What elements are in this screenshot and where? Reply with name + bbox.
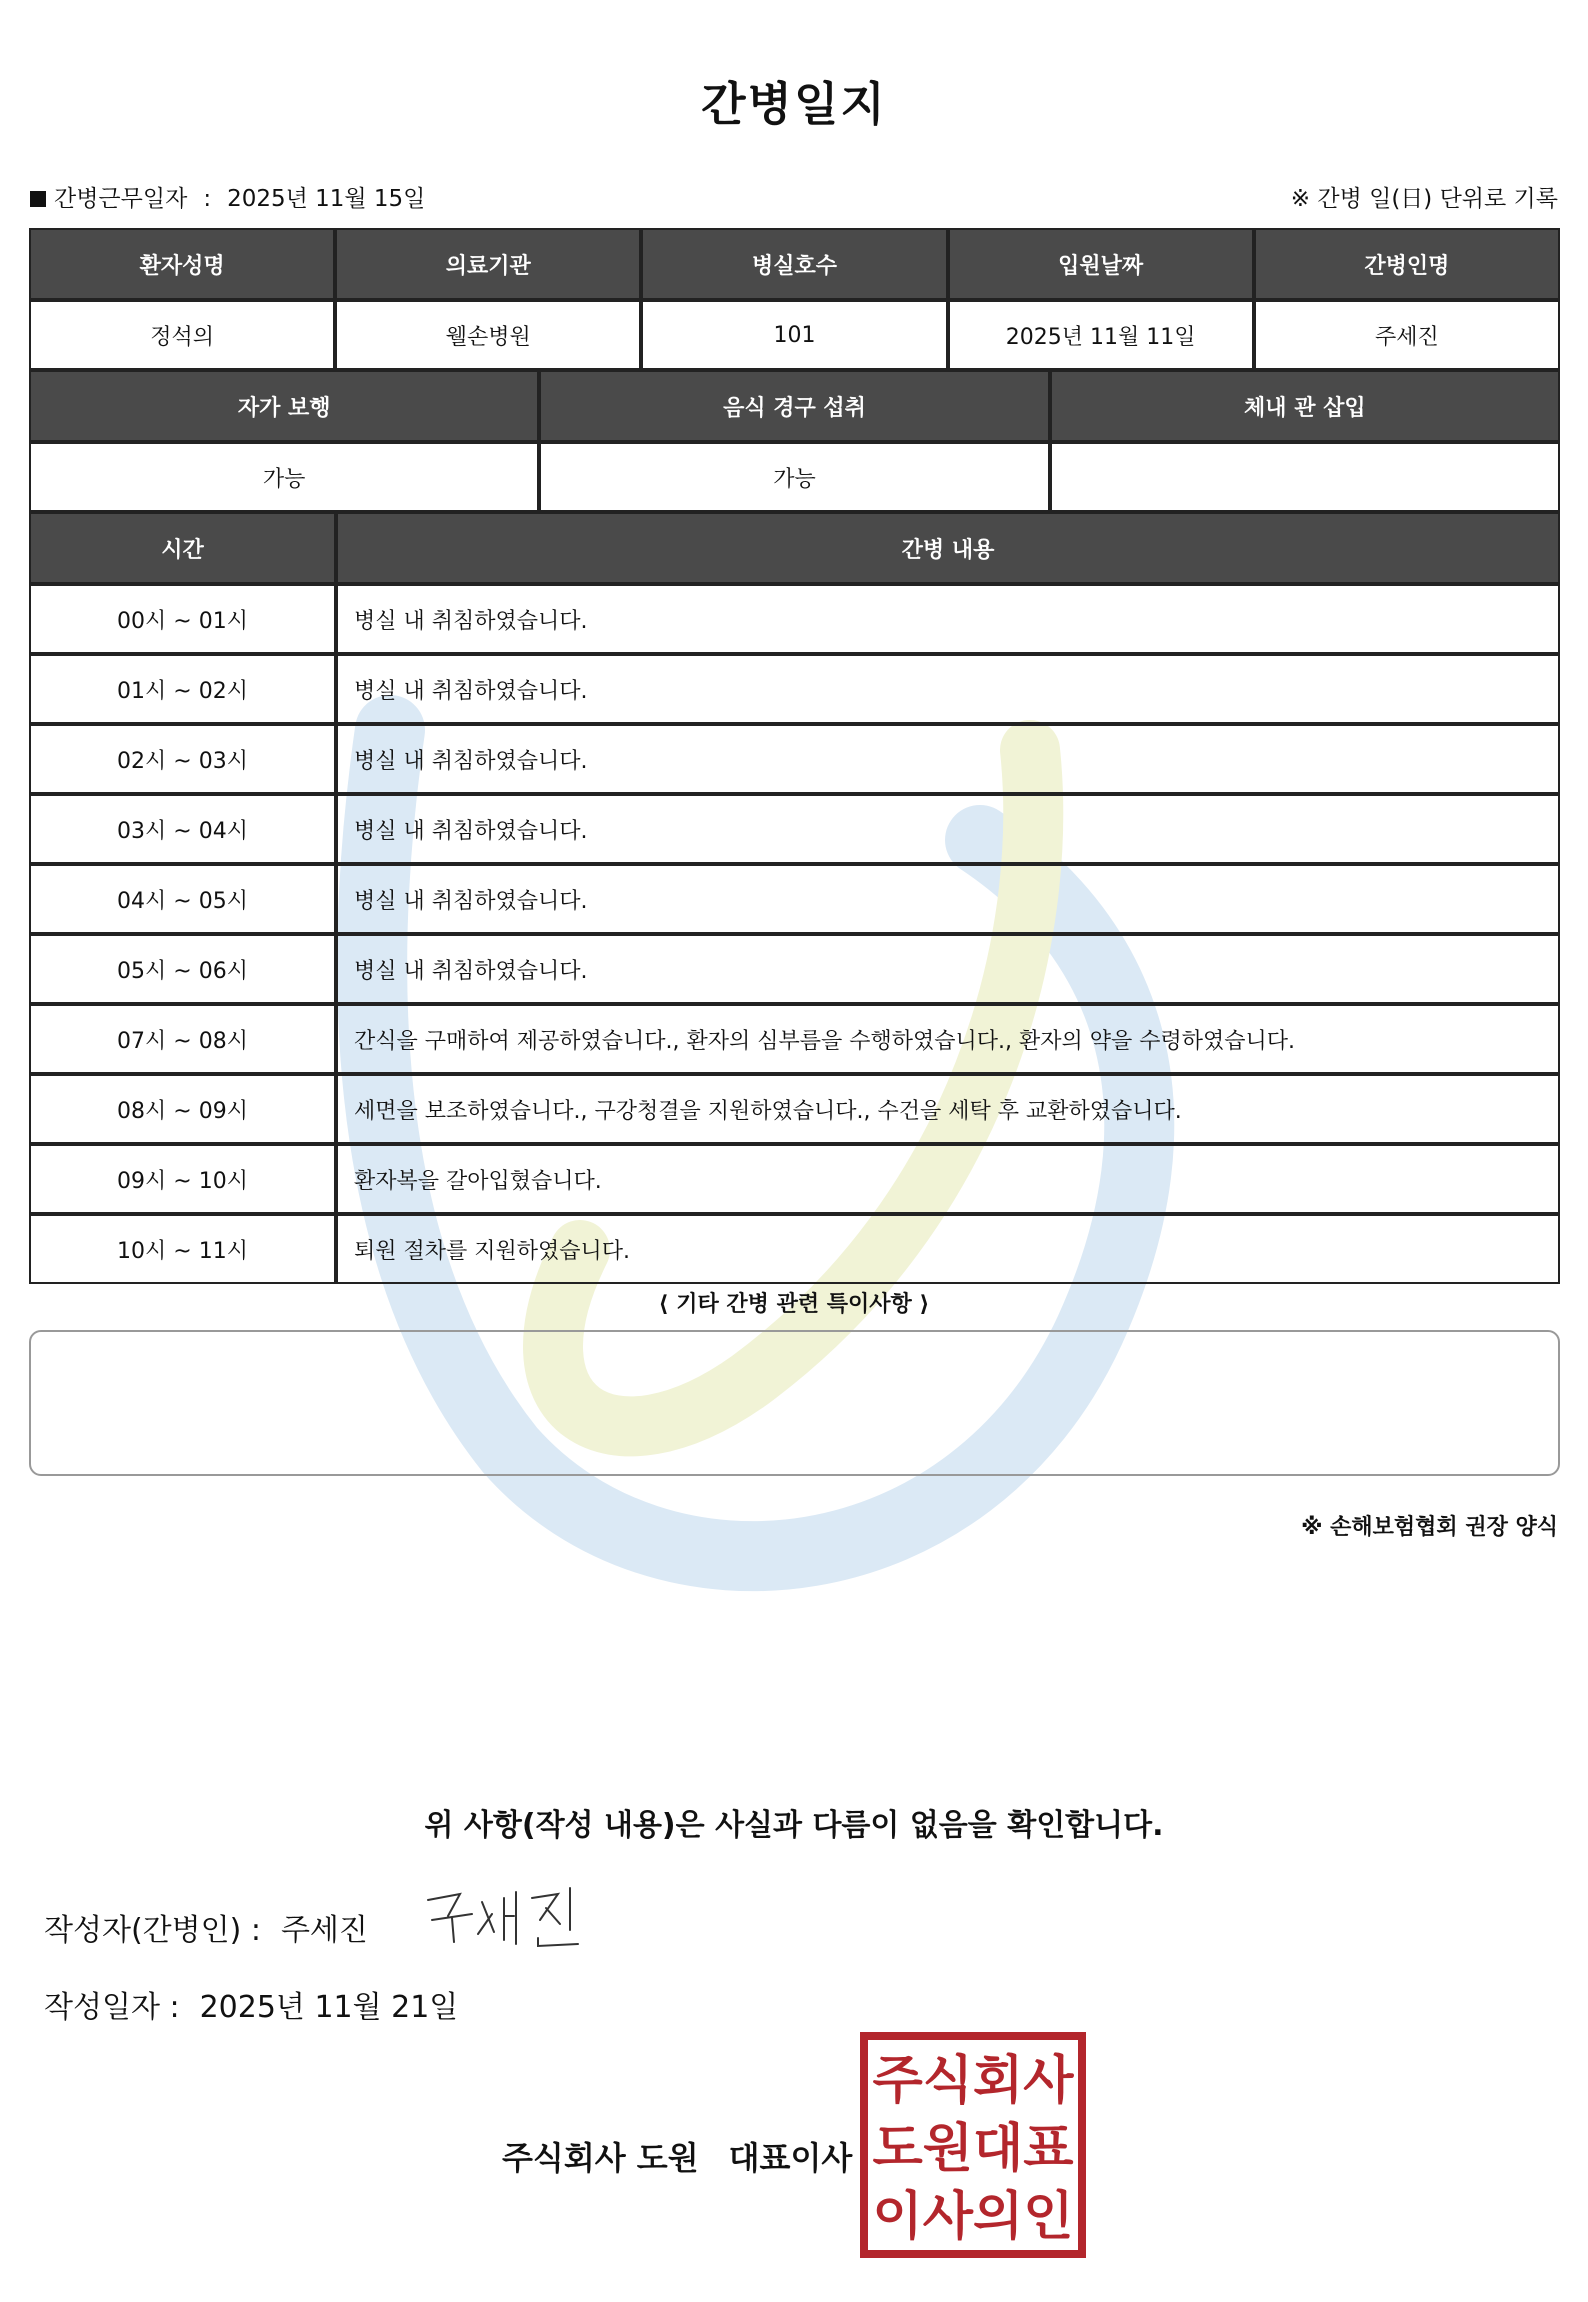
log-row — [29, 934, 1560, 1004]
log-row — [29, 654, 1560, 724]
log-time: 10시 ~ 11시 — [29, 1214, 336, 1284]
log-content: 병실 내 취침하였습니다. — [336, 794, 1560, 864]
recommend-note: ※ 손해보험협회 권장 양식 — [1301, 1515, 1558, 1540]
self-walking-value: 가능 — [29, 442, 539, 512]
room-number: 101 — [641, 300, 947, 370]
patient-status-table — [29, 370, 1560, 512]
representative-title: 대표이사 — [728, 2139, 853, 2177]
special-notes-title: ⟨ 기타 간병 관련 특이사항 ⟩ — [658, 1292, 930, 1317]
company-signature-line — [502, 2133, 852, 2179]
log-content: 퇴원 절차를 지원하였습니다. — [336, 1214, 1560, 1284]
log-time: 05시 ~ 06시 — [29, 934, 336, 1004]
header-hospital: 의료기관 — [335, 228, 641, 300]
log-time: 08시 ~ 09시 — [29, 1074, 336, 1144]
hospital-name: 웰손병원 — [335, 300, 641, 370]
company-seal-stamp — [860, 2032, 1086, 2258]
log-time: 04시 ~ 05시 — [29, 864, 336, 934]
log-row — [29, 794, 1560, 864]
log-time: 02시 ~ 03시 — [29, 724, 336, 794]
log-time: 03시 ~ 04시 — [29, 794, 336, 864]
care-log-table — [29, 512, 1560, 1284]
log-content: 간식을 구매하여 제공하였습니다., 환자의 심부름을 수행하였습니다., 환자의 약을 수령하였습니다. — [336, 1004, 1560, 1074]
write-date-value: 2025년 11월 21일 — [199, 1990, 459, 2025]
patient-name: 정석의 — [29, 300, 335, 370]
header-patient-name: 환자성명 — [29, 228, 335, 300]
handwritten-signature — [420, 1880, 590, 1960]
log-content: 환자복을 갈아입혔습니다. — [336, 1144, 1560, 1214]
document-title: 간병일지 — [701, 77, 887, 131]
admission-date: 2025년 11월 11일 — [948, 300, 1254, 370]
log-time: 00시 ~ 01시 — [29, 584, 336, 654]
log-content: 병실 내 취침하였습니다. — [336, 654, 1560, 724]
header-caregiver-name: 간병인명 — [1254, 228, 1560, 300]
writer-label: 작성자(간병인) : — [44, 1913, 261, 1948]
write-date-line — [44, 1982, 458, 2026]
log-row — [29, 1144, 1560, 1214]
log-content: 병실 내 취침하였습니다. — [336, 724, 1560, 794]
patient-info-table — [29, 228, 1560, 370]
write-date-label: 작성일자 : — [44, 1990, 180, 2025]
writer-name: 주세진 — [280, 1913, 368, 1948]
log-row — [29, 1074, 1560, 1144]
record-unit-note: ※ 간병 일(日) 단위로 기록 — [1290, 186, 1558, 212]
header-time: 시간 — [29, 512, 336, 584]
header-tube-insertion: 체내 관 삽입 — [1050, 370, 1560, 442]
log-row — [29, 584, 1560, 654]
colon-separator: : — [203, 186, 212, 212]
special-notes-box — [29, 1330, 1560, 1476]
log-time: 09시 ~ 10시 — [29, 1144, 336, 1214]
confirmation-statement: 위 사항(작성 내용)은 사실과 다름이 없음을 확인합니다. — [424, 1808, 1164, 1843]
caregiver-name: 주세진 — [1254, 300, 1560, 370]
header-self-walking: 자가 보행 — [29, 370, 539, 442]
log-row — [29, 1004, 1560, 1074]
writer-line — [44, 1905, 368, 1949]
work-date-value: 2025년 11월 15일 — [227, 186, 426, 212]
seal-text-line-1: 주식회사 — [872, 2051, 1074, 2111]
work-date-line — [30, 180, 425, 213]
log-content: 세면을 보조하였습니다., 구강청결을 지원하였습니다., 수건을 세탁 후 교환하였습니다. — [336, 1074, 1560, 1144]
log-time: 01시 ~ 02시 — [29, 654, 336, 724]
log-row — [29, 1214, 1560, 1284]
seal-text-line-3: 이사의인 — [872, 2187, 1074, 2247]
seal-text-line-2: 도원대표 — [872, 2119, 1074, 2179]
header-care-content: 간병 내용 — [336, 512, 1560, 584]
log-content: 병실 내 취침하였습니다. — [336, 934, 1560, 1004]
log-content: 병실 내 취침하였습니다. — [336, 584, 1560, 654]
company-name: 주식회사 도원 — [502, 2139, 699, 2177]
log-row — [29, 864, 1560, 934]
log-row — [29, 724, 1560, 794]
oral-intake-value: 가능 — [539, 442, 1049, 512]
tube-insertion-value — [1050, 442, 1560, 512]
square-bullet-icon — [30, 191, 46, 207]
log-time: 07시 ~ 08시 — [29, 1004, 336, 1074]
header-admission-date: 입원날짜 — [948, 228, 1254, 300]
log-content: 병실 내 취침하였습니다. — [336, 864, 1560, 934]
header-room-number: 병실호수 — [641, 228, 947, 300]
work-date-label: 간병근무일자 — [54, 186, 188, 212]
header-oral-intake: 음식 경구 섭취 — [539, 370, 1049, 442]
